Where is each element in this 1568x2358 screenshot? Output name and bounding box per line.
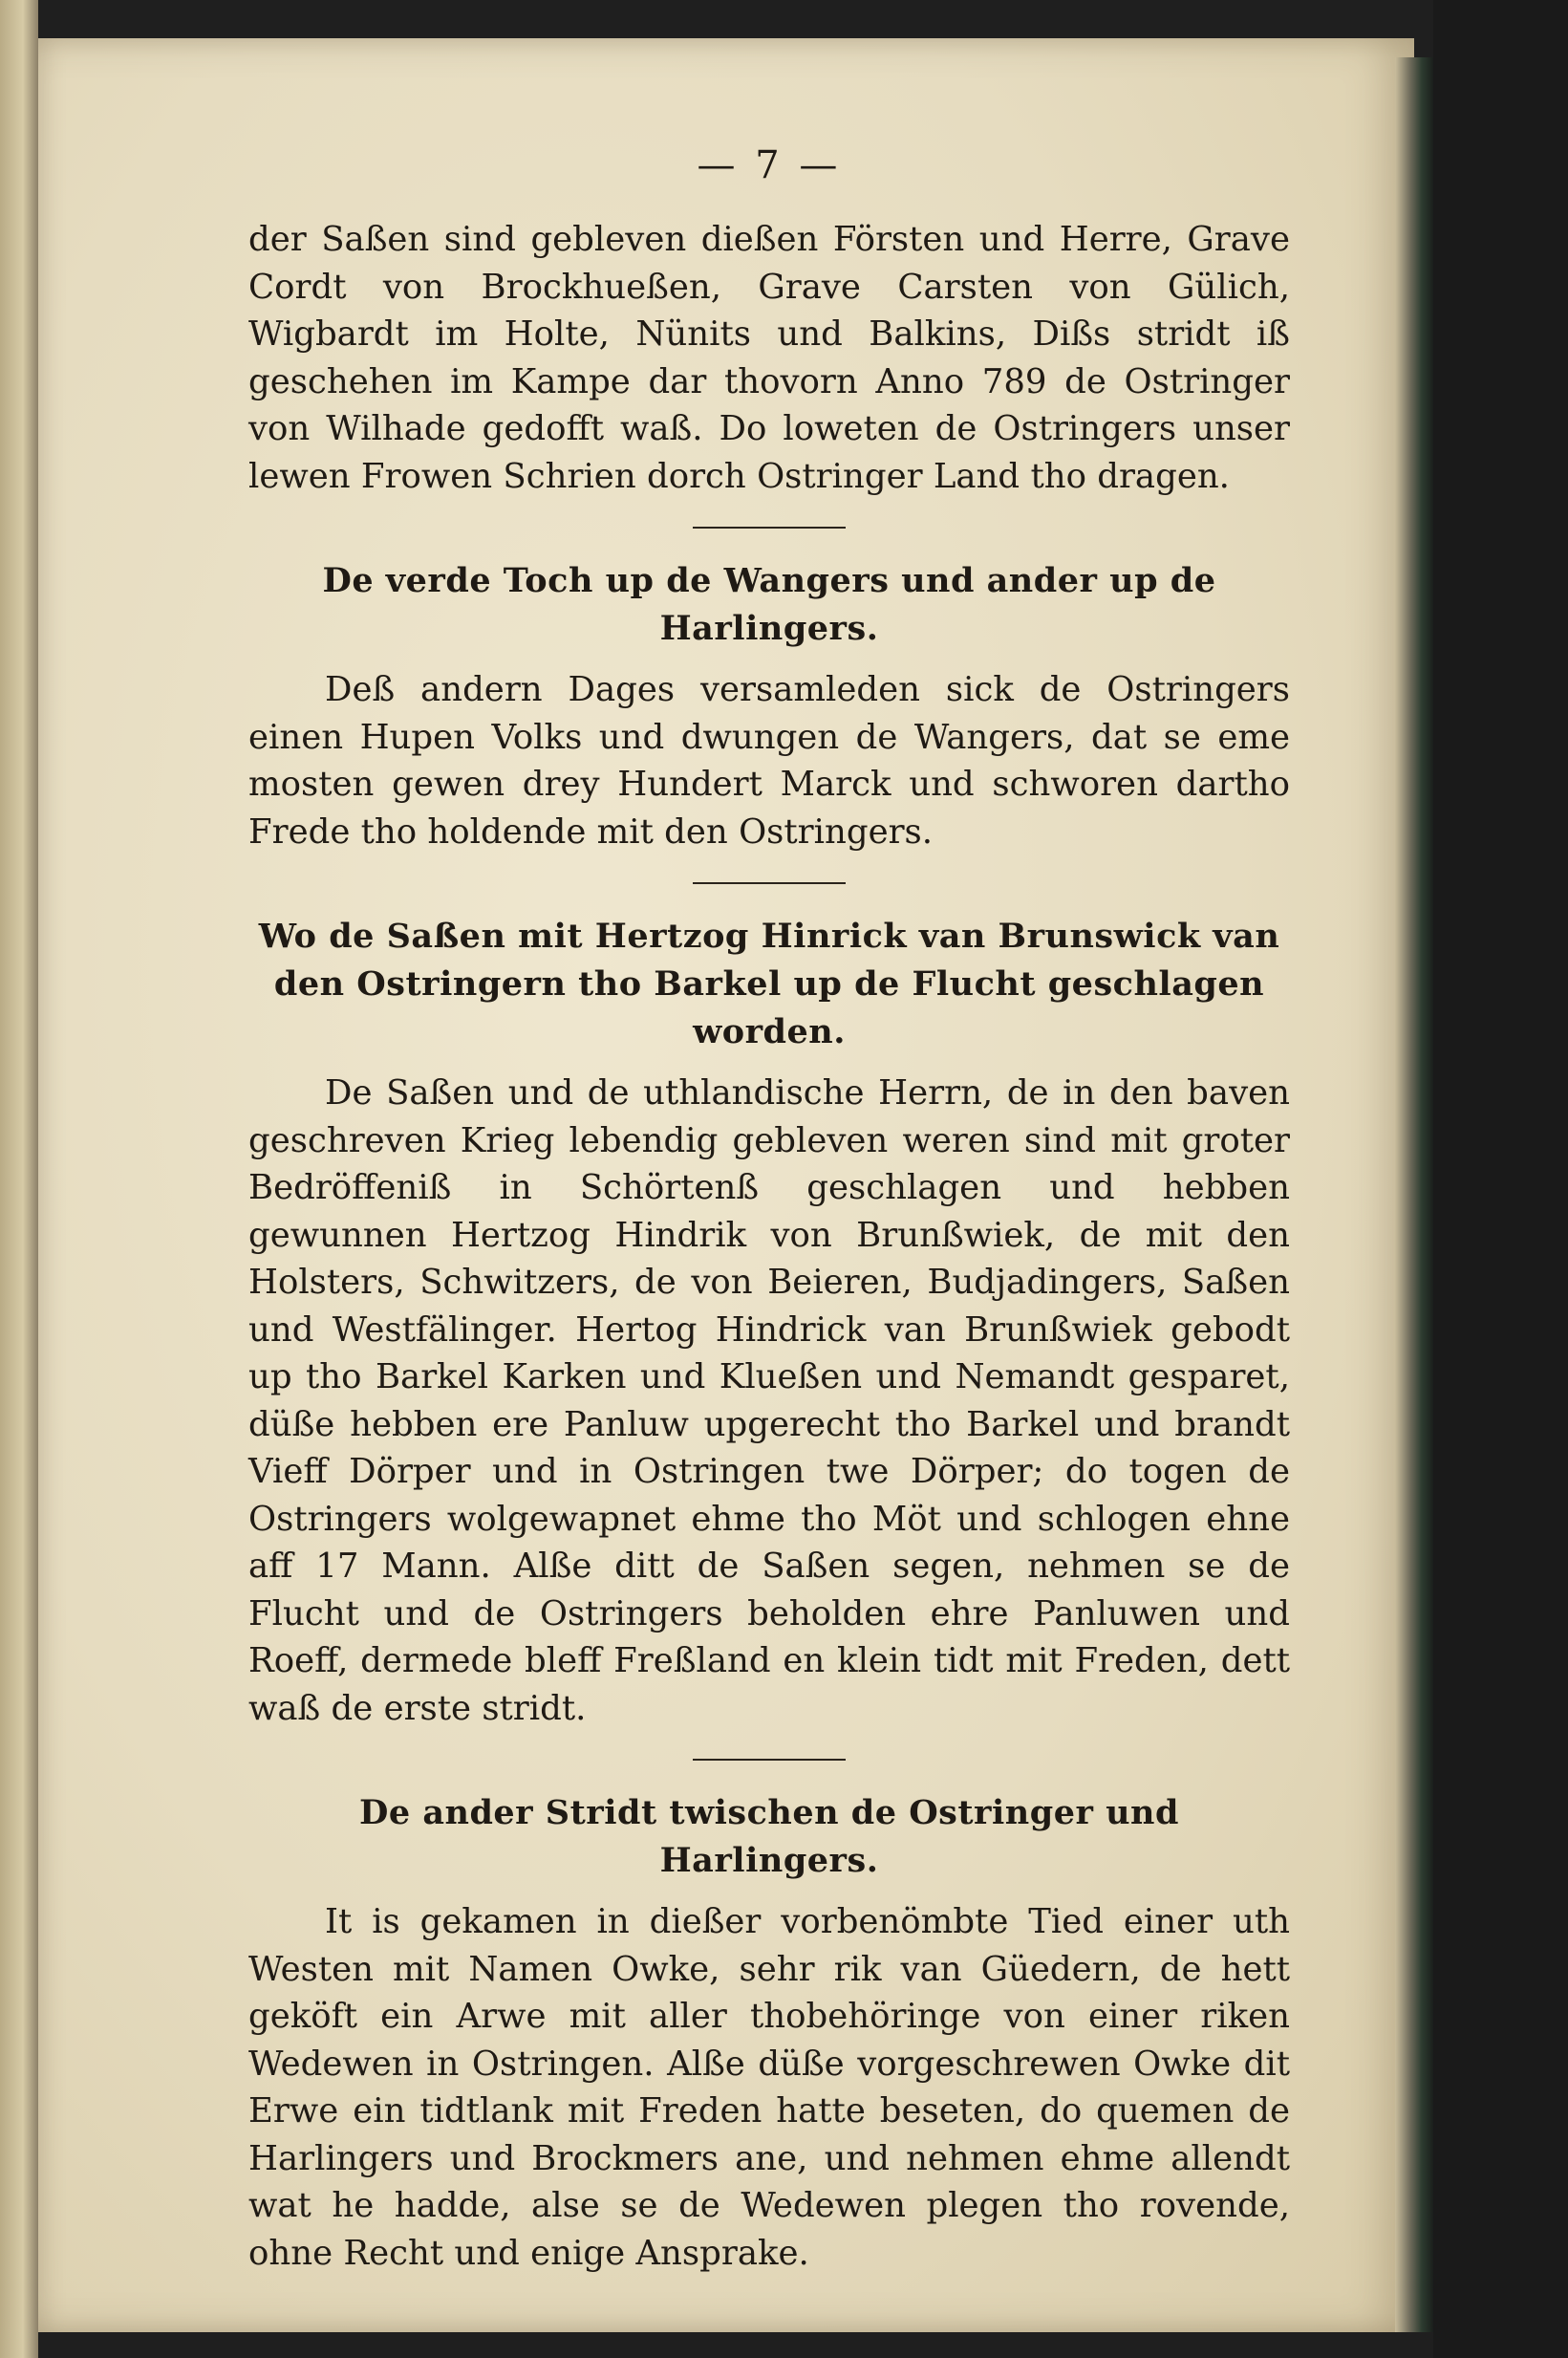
page-content [248,143,1290,2277]
section-divider [693,1759,846,1761]
section-heading-4: De ander Stridt twischen de Ostringer und Harlingers. [359,1793,1179,1880]
page-number: — 7 — [697,143,842,187]
paragraph-3: De Saßen und de uthlandische Herrn, de in den baven geschreven Krieg lebendig gebleven weren sind mit groter Bedröffeniß in Schörtenß geschlagen und hebben gewunnen Hertzog Hindrik von Brunßwiek, de mit den Holsters, Schwitzers, de von Beieren, Budjadingers, Saßen und Westfälinger. Hertog Hindrick van Brunßwiek gebodt up tho Barkel Karken und Kluеßen und Nemandt gesparet, düße hebben ere Panluw upgerecht tho Barkel und brandt Vieff Dörper und in Ostringen twe Dörper; do togen de Ostringers wolgewapnet ehme tho Möt und schlogen ehne aff 17 Mann. Alße ditt de Saßen segen, nehmen se de Flucht und de Ostringers beholden ehre Panluwen und Roeff, dermede bleff Freßland en klein tidt mit Freden, dett waß de erste stridt. [248,1073,1290,1728]
paragraph-1: der Saßen sind gebleven dießen Försten und Herre, Grave Cordt von Brockhueßen, Grave Carsten von Gülich, Wigbardt im Holte, Nünits und Balkins, Dißs stridt iß geschehen im Kampe dar thovorn Anno 789 de Ostringer von Wilhade gedofft waß. Do loweten de Ostringers unser lewen Frowen Schrien dorch Ostringer Land tho dragen. [248,220,1290,496]
section-heading-2: De verde Toch up de Wangers und ander up de Harlingers. [322,561,1216,648]
scan-background [1433,0,1568,2358]
paragraph-4: It is gekamen in dießer vorbenömbte Tied einer uth Westen mit Namen Owke, sehr rik van Güedern, de hett geköft ein Arwe mit aller thobehöringe von einer riken Wedewen in Ostringen. Alße düße vorgeschrewen Owke dit Erwe ein tidtlank mit Freden hatte beseten, do quemen de Harlingers und Brockmers ane, und nehmen ehme allendt wat he hadde, alse se de Wedewen plegen tho rovende, ohne Recht und enige Ansprake. [248,1902,1290,2273]
section-heading-3: Wo de Saßen mit Hertzog Hinrick van Brunswick van den Ostringern tho Barkel up de Flucht geschlagen worden. [258,917,1280,1051]
section-divider [693,882,846,884]
paragraph-2: Deß andern Dages versamleden sick de Ostringers einen Hupen Volks und dwungen de Wangers, dat se eme mosten gewen drey Hundert Marck und schworen dartho Frede tho holdende mit den Ostringers. [248,670,1290,852]
section-divider [693,527,846,529]
book-binding [1395,57,1433,2332]
previous-page-edge [0,0,38,2358]
